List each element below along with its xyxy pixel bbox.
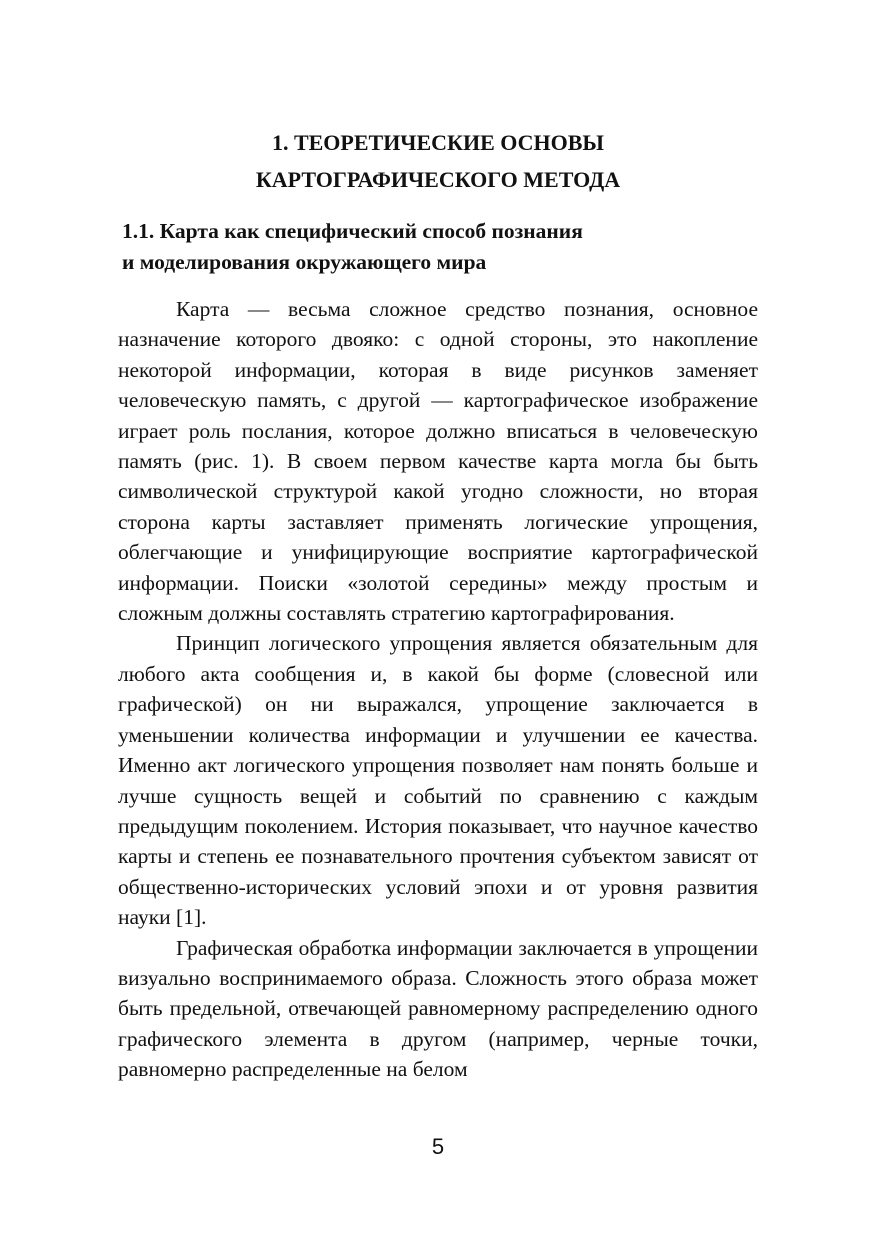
section-title-line-2: и моделирования окружающего мира <box>122 250 487 274</box>
body-text <box>118 294 758 1085</box>
paragraph-3: Графическая обработка информации заключается в упрощении визуально воспринимаемого образа. Сложность этого образа может быть предельной, отвечающей равномерному распределению одного графического элемента в другом (например, черные точки, равномерно распределенные на белом <box>118 935 758 1082</box>
chapter-title-line-2: КАРТОГРАФИЧЕСКОГО МЕТОДА <box>255 167 621 192</box>
chapter-title-line-1: 1. ТЕОРЕТИЧЕСКИЕ ОСНОВЫ <box>271 130 605 155</box>
paragraph-2: Принцип логического упрощения является обязательным для любого акта сообщения и, в какой бы форме (словесной или графической) он ни выражался, упрощение заключается в уменьшении количества информации и улучшении ее качества. Именно акт логического упрощения позволяет нам понять больше и лучше сущность вещей и событий по сравнению с каждым предыдущим поколением. История показывает, что научное качество карты и степень ее познавательного прочтения субъектом зависят от общественно-исторических условий эпохи и от уровня развития науки [1]. <box>118 631 758 930</box>
section-title-line-1: 1.1. Карта как специфический способ познания <box>122 219 583 243</box>
page-number: 5 <box>431 1134 445 1159</box>
chapter-title <box>118 124 758 198</box>
section-title <box>122 216 758 278</box>
paragraph-1: Карта — весьма сложное средство познания, основное назначение которого двояко: с одной стороны, это накопление некоторой информации, которая в виде рисунков заменяет человеческую память, с другой — картографическое изображение играет роль послания, которое должно вписаться в человеческую память (рис. 1). В своем первом качестве карта могла бы быть символической структурой какой угодно сложности, но вторая сторона карты заставляет применять логические упрощения, облегчающие и унифицирующие восприятие картографической информации. Поиски «золотой середины» между простым и сложным должны составлять стратегию картографирования. <box>118 297 758 626</box>
